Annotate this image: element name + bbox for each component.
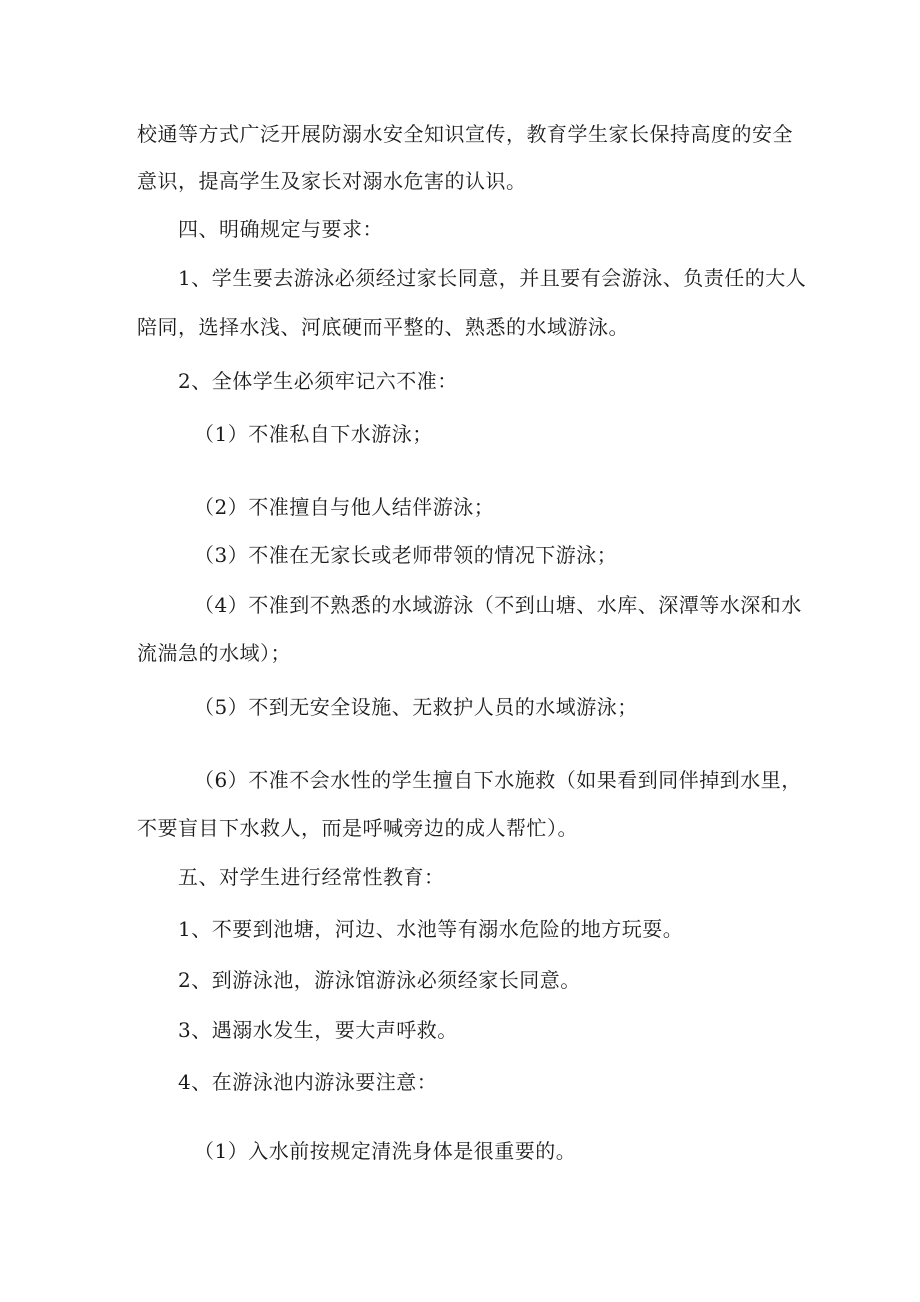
paragraph-line: 3、遇溺水发生，要大声呼救。: [178, 1018, 458, 1042]
list-item: （1）入水前按规定清洗身体是很重要的。: [194, 1139, 577, 1163]
list-item: （4）不准到不熟悉的水域游泳（不到山塘、水库、深潭等水深和水: [194, 593, 802, 617]
paragraph-line: 2、全体学生必须牢记六不准：: [178, 369, 458, 393]
paragraph-line: 2、到游泳池，游泳馆游泳必须经家长同意。: [178, 968, 581, 992]
list-item: （2）不准擅自与他人结伴游泳；: [194, 495, 495, 519]
paragraph-line: 1、学生要去游泳必须经过家长同意，并且要有会游泳、负责任的大人: [178, 266, 807, 290]
section-heading-4: 四、明确规定与要求：: [178, 217, 383, 241]
paragraph-line: 4、在游泳池内游泳要注意：: [178, 1070, 438, 1094]
list-item: （6）不准不会水性的学生擅自下水施救（如果看到同伴掉到水里，: [194, 768, 802, 792]
list-item-continuation: 不要盲目下水救人，而是呼喊旁边的成人帮忙）。: [137, 816, 578, 840]
list-item: （3）不准在无家长或老师带领的情况下游泳；: [194, 543, 618, 567]
paragraph-line: 意识，提高学生及家长对溺水危害的认识。: [137, 169, 527, 193]
list-item: （1）不准私自下水游泳；: [194, 422, 433, 446]
paragraph-line: 校通等方式广泛开展防溺水安全知识宣传，教育学生家长保持高度的安全: [137, 122, 793, 146]
paragraph-line: 陪同，选择水浅、河底硬而平整的、熟悉的水域游泳。: [137, 315, 629, 339]
list-item: （5）不到无安全设施、无救护人员的水域游泳；: [194, 695, 638, 719]
paragraph-line: 1、不要到池塘，河边、水池等有溺水危险的地方玩耍。: [178, 917, 684, 941]
section-heading-5: 五、对学生进行经常性教育：: [178, 865, 445, 889]
list-item-continuation: 流湍急的水域）；: [137, 641, 291, 665]
